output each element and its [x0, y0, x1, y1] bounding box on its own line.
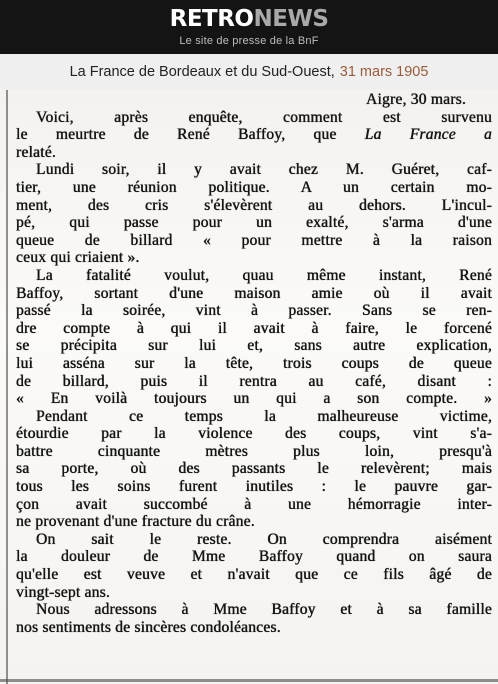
article-line: Voici, après enquête, comment est survenu [36, 108, 492, 126]
article-line: sa porte, où des passants le relevèrent; mais [16, 460, 492, 478]
article-line: On sait le reste. On comprendra aisément [36, 530, 492, 548]
site-tagline: Le site de presse de la BnF [179, 35, 319, 47]
newspaper-name-italic: La France a [364, 126, 492, 144]
article-line: se précipita sur lui et, sans autre explication, [16, 337, 492, 355]
article-line: çon avait succombé à une hémorragie inter- [16, 495, 492, 513]
dateline: Aigre, 30 mars. [365, 91, 466, 108]
article-line: lui asséna sur la tête, trois coups de queue [16, 354, 492, 372]
column-rule [6, 90, 8, 684]
newspaper-clipping [0, 90, 498, 684]
retronews-logo[interactable] [170, 6, 329, 32]
article-line: Lundi soir, il y avait chez M. Guéret, caf- [36, 161, 492, 179]
article-line: ne provenant d'une fracture du crâne. [16, 513, 255, 531]
article-text [16, 91, 492, 636]
article-line: de billard, puis il rentra au café, disant : [16, 372, 492, 390]
article-line: ceux qui criaient ». [16, 249, 140, 267]
logo-news: NEWS [253, 6, 329, 32]
article-line: nos sentiments de sincères condoléances. [16, 618, 281, 636]
article-line: qu'elle est veuve et n'avait que ce fils âgé de [16, 566, 492, 584]
article-line: tous les soins furent inutiles : le pauvre gar- [16, 478, 492, 496]
article-line: dre compte à qui il avait à faire, le forcené [16, 319, 492, 337]
article-line: ment, des cris s'élevèrent au dehors. L'incul- [16, 196, 492, 214]
article-line: vingt-sept ans. [16, 583, 110, 601]
publication-date[interactable]: 31 mars 1905 [339, 64, 429, 80]
article-line: tier, une réunion politique. A un certain mo- [16, 178, 492, 196]
article-line: battre cinquante mètres plus loin, presqu'à [16, 442, 492, 460]
article-line: « En voilà toujours un qui a son compte. » [16, 390, 492, 408]
logo-retro: RETRO [169, 6, 254, 32]
site-header [0, 0, 498, 54]
article-line: la douleur de Mme Baffoy quand on saura [16, 548, 492, 566]
article-line: Pendant ce temps la malheureuse victime, [36, 407, 492, 425]
article-line: étourdie par la violence des coups, vint s'a- [16, 425, 492, 443]
publication-title [0, 54, 498, 90]
article-line [16, 126, 492, 144]
clipping-bottom-rule [0, 679, 498, 682]
article-line: relaté. [16, 143, 56, 161]
article-text-run: le meurtre de René Baffoy, que [16, 126, 365, 144]
article-line: Nous adressons à Mme Baffoy et à sa famille [36, 601, 492, 619]
article-line: La fatalité voulut, quau même instant, René [36, 266, 492, 284]
article-line: queue de billard « pour mettre à la raison [16, 231, 492, 249]
article-line: pé, qui passe pour un exalté, s'arma d'une [16, 214, 492, 232]
article-line: passé la soirée, vint à passer. Sans se ren- [16, 302, 492, 320]
publication-name: La France de Bordeaux et du Sud-Ouest, [69, 64, 335, 80]
article-line: Baffoy, sortant d'une maison amie où il avait [16, 284, 492, 302]
